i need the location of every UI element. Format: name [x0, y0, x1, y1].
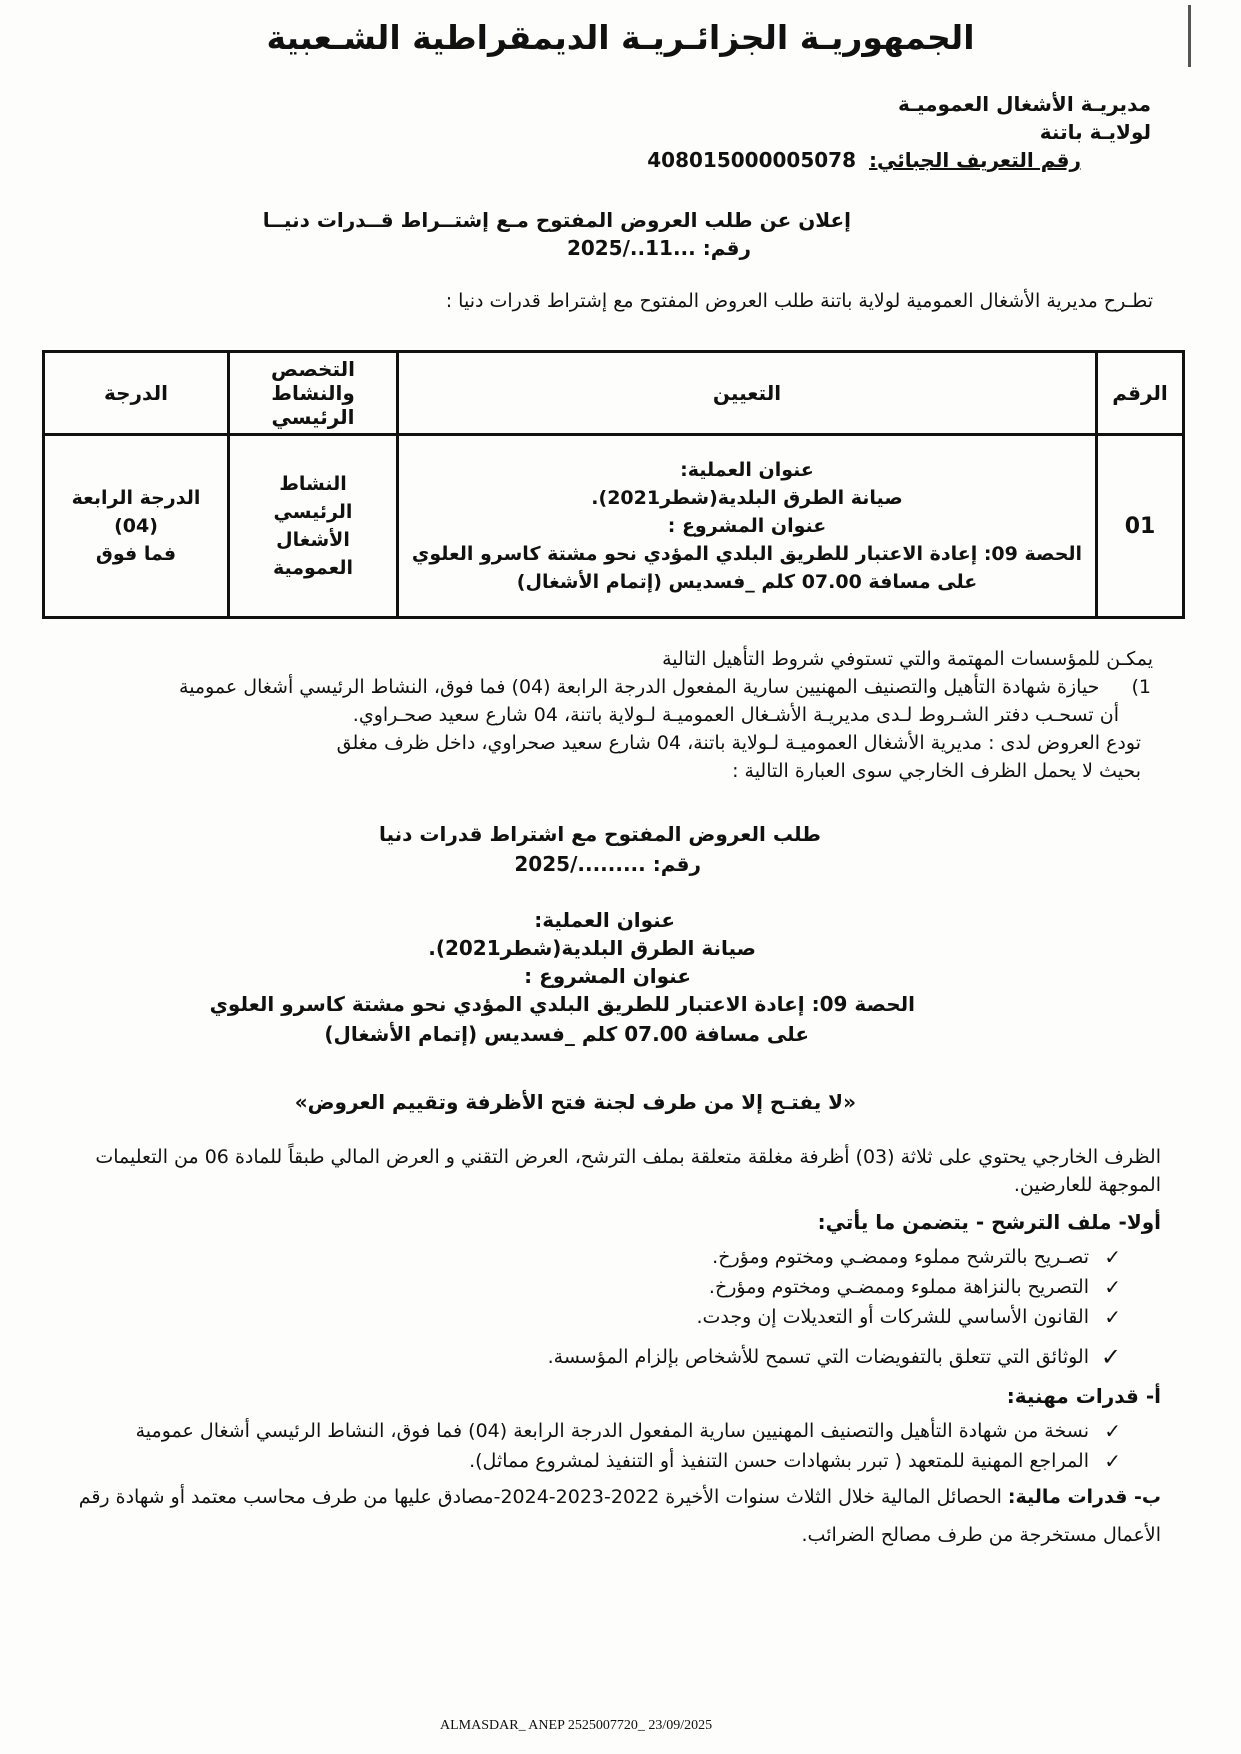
candidature-item-3: القانون الأساسي للشركات أو التعديلات إن وجدت. [696, 1306, 1089, 1328]
list-item [136, 1446, 1121, 1476]
professional-item-2: المراجع المهنية للمتعهد ( تبرر بشهادات حسن التنفيذ أو التنفيذ لمشروع مماثل). [469, 1450, 1089, 1472]
financial-line1 [79, 1486, 1161, 1508]
row-specialty-line2: الأشغال العمومية [272, 529, 354, 579]
conditions-item1 [179, 676, 1151, 698]
do-not-open-note: «لا يفتـح إلا من طرف لجنة فتح الأظرفة وتقييم العروض» [294, 1090, 856, 1114]
candidature-item-4: الوثائق التي تتعلق بالتفويضات التي تسمح للأشخاص بإلزام المؤسسة. [547, 1346, 1089, 1368]
header-specialty-line1: التخصص [271, 357, 355, 381]
row-op-label: عنوان العملية: [680, 459, 814, 481]
announcement-number-year: 2025 [566, 236, 623, 260]
check-icon: ✓ [1104, 1449, 1121, 1473]
envelope-number [514, 852, 701, 876]
list-item [548, 1302, 1121, 1332]
envelope-title: طلب العروض المفتوح مع اشتراط قدرات دنيا [378, 822, 821, 846]
directorate-name: مديريـة الأشغال العموميـة [898, 92, 1151, 116]
tax-id-label: رقم التعريف الجبائي: [868, 148, 1081, 172]
tax-id-line [647, 148, 1081, 172]
envelope-op-value: صيانة الطرق البلدية(شطر2021). [428, 936, 756, 960]
republic-title: الجمهوريـة الجزائـريـة الديمقراطية الشـعبية [266, 18, 975, 57]
conditions-deposit: تودع العروض لدى : مديرية الأشغال العموميـة لـولاية باتنة، 04 شارع سعيد صحراوي، داخل ظرف مغلق [336, 732, 1141, 754]
check-icon: ✓ [1104, 1275, 1121, 1299]
list-item [548, 1242, 1121, 1272]
conditions-withdraw: أن تسحـب دفتر الشـروط لـدى مديريـة الأشـغال العموميـة لـولاية باتنة، 04 شارع سعيد صحـراوي. [352, 704, 1119, 726]
table-header-row [44, 352, 1184, 435]
financial-label: ب- قدرات مالية: [1007, 1486, 1161, 1508]
row-grade-line2: فما فوق [95, 543, 177, 565]
outer-envelope-line1: الظرف الخارجي يحتوي على ثلاثة (03) أظرفة مغلقة متعلقة بملف الترشح، العرض التقني و العرض المالي طبقاً للمادة 06 من التعليمات [95, 1146, 1161, 1168]
conditions-item1-num: 1) [1131, 676, 1151, 698]
header-designation: التعيين [398, 352, 1097, 435]
header-grade: الدرجة [44, 352, 229, 435]
row-specialty [229, 435, 398, 618]
announcement-number-label: رقم: ...11../ [622, 236, 751, 260]
row-distance-line: على مسافة 07.00 كلم _فسديس (إتمام الأشغال) [516, 571, 978, 593]
header-specialty-line2: والنشاط الرئيسي [271, 381, 355, 429]
outer-envelope-line2: الموجهة للعارضين. [1013, 1174, 1161, 1196]
envelope-lot-line: الحصة 09: إعادة الاعتبار للطريق البلدي المؤدي نحو مشتة كاسرو العلوي [209, 992, 915, 1016]
check-icon: ✓ [1100, 1343, 1121, 1371]
row-grade [44, 435, 229, 618]
scan-edge-mark [1188, 5, 1191, 67]
header-number: الرقم [1097, 352, 1184, 435]
envelope-proj-label: عنوان المشروع : [524, 964, 691, 988]
row-number: 01 [1097, 435, 1184, 618]
envelope-distance-line: على مسافة 07.00 كلم _فسديس (إتمام الأشغال) [324, 1022, 809, 1046]
table-row [44, 435, 1184, 618]
wilaya-name: لولايـة باتنة [1039, 120, 1151, 144]
lots-table [42, 350, 1185, 619]
check-icon: ✓ [1104, 1419, 1121, 1443]
candidature-list [548, 1242, 1121, 1372]
row-designation [398, 435, 1097, 618]
check-icon: ✓ [1104, 1245, 1121, 1269]
candidature-item-1: تصـريح بالترشح مملوء وممضـي ومختوم ومؤرخ. [712, 1246, 1089, 1268]
financial-line2: الأعمال مستخرجة من طرف مصالح الضرائب. [801, 1524, 1161, 1546]
announcement-number [567, 236, 751, 260]
row-op-value: صيانة الطرق البلدية(شطر2021). [591, 487, 903, 509]
footer-reference: ALMASDAR_ ANEP 2525007720_ 23/09/2025 [440, 1718, 713, 1733]
conditions-item1-text: حيازة شهادة التأهيل والتصنيف المهنيين سارية المفعول الدرجة الرابعة (04) فما فوق، النشاط الرئيسي أشغال عمومية [179, 676, 1100, 698]
financial-text: الحصائل المالية خلال الثلاث سنوات الأخيرة 2022-2023-2024-مصادق عليها من طرف محاسب معتمد أو شهادة رقم [78, 1486, 1002, 1508]
tax-id-value: 408015000005078 [647, 148, 857, 172]
list-item [136, 1416, 1121, 1446]
row-proj-label: عنوان المشروع : [667, 515, 827, 537]
professional-item-1: نسخة من شهادة التأهيل والتصنيف المهنيين سارية المفعول الدرجة الرابعة (04) فما فوق، النشاط الرئيسي أشغال عمومية [135, 1420, 1089, 1442]
conditions-intro: يمكـن للمؤسسات المهتمة والتي تستوفي شروط التأهيل التالية [662, 648, 1153, 670]
envelope-number-year: 2025 [514, 852, 571, 876]
row-lot-line: الحصة 09: إعادة الاعتبار للطريق البلدي المؤدي نحو مشتة كاسرو العلوي [411, 543, 1083, 565]
candidature-item-2: التصريح بالنزاهة مملوء وممضـي ومختوم ومؤرخ. [708, 1276, 1089, 1298]
conditions-envelope: بحيث لا يحمل الظرف الخارجي سوى العبارة التالية : [732, 760, 1141, 782]
announcement-title: إعلان عن طلب العروض المفتوح مـع إشتــراط قــدرات دنيــا [262, 208, 851, 232]
list-item [548, 1342, 1121, 1372]
announcement-intro: تطـرح مديرية الأشغال العمومية لولاية باتنة طلب العروض المفتوح مع إشتراط قدرات دنيا : [445, 290, 1153, 312]
header-specialty [229, 352, 398, 435]
envelope-op-label: عنوان العملية: [534, 908, 675, 932]
envelope-number-label: رقم: ........./ [570, 852, 701, 876]
professional-heading: أ- قدرات مهنية: [1006, 1384, 1161, 1408]
row-grade-line1: الدرجة الرابعة (04) [71, 487, 201, 537]
list-item [548, 1272, 1121, 1302]
professional-list [136, 1416, 1121, 1476]
row-specialty-line1: النشاط الرئيسي [273, 473, 353, 523]
candidature-heading: أولا- ملف الترشح - يتضمن ما يأتي: [817, 1210, 1161, 1234]
check-icon: ✓ [1104, 1305, 1121, 1329]
